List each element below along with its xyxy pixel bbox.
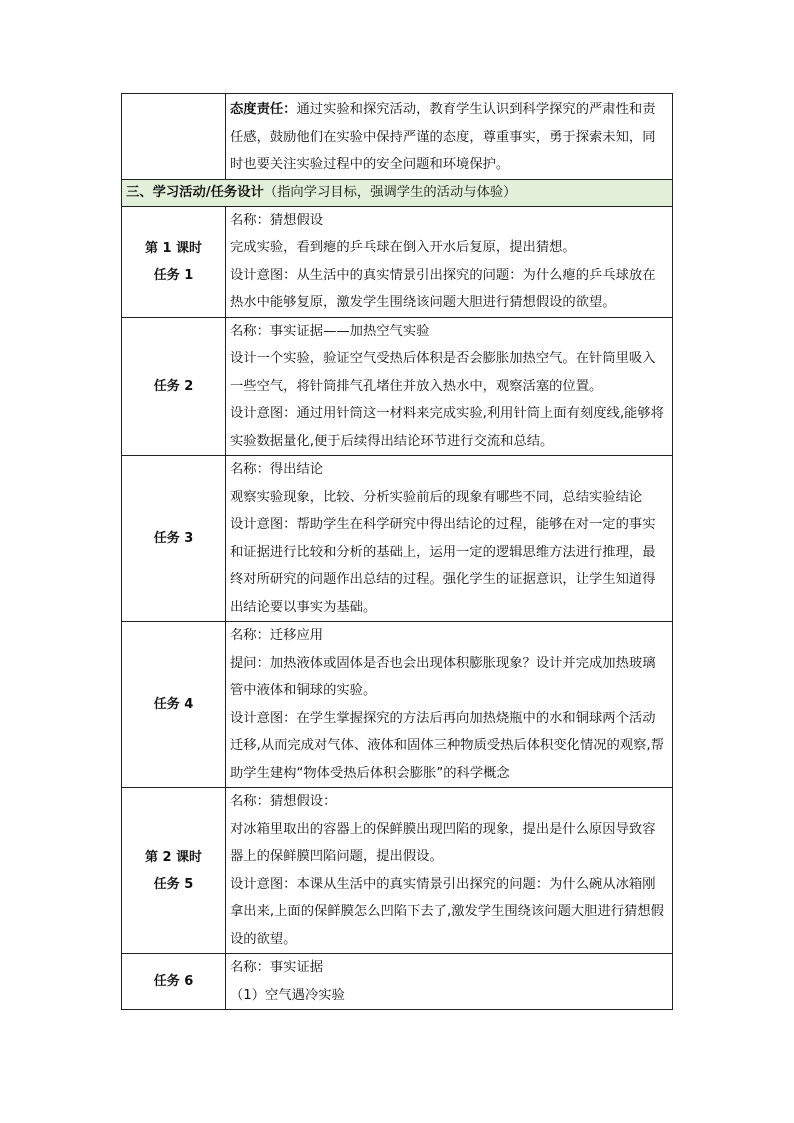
task-name: 名称：猜想假设 (230, 212, 324, 228)
task-intent: 设计意图：在学生掌握探究的方法后再向加热烧瓶中的水和铜球两个活动迁移,从而完成对气体、液体和固体三种物质受热后体积变化情况的观察,帮助学生建构“物体受热后体积会膨胀”的科学概念 (230, 710, 664, 781)
task-description: 完成实验，看到瘪的乒乓球在倒入开水后复原，提出猜想。 (230, 240, 576, 255)
task-content-cell (226, 206, 673, 317)
task-description: 提问：加热液体或固体是否也会出现体积膨胀现象？设计并完成加热玻璃管中液体和铜球的实验。 (230, 655, 656, 698)
task-row-6 (122, 954, 673, 1010)
section-title: 三、学习活动/任务设计 (126, 184, 264, 200)
task-label: 任务 1 (153, 267, 194, 283)
task-description: 对冰箱里取出的容器上的保鲜膜出现凹陷的现象，提出是什么原因导致容器上的保鲜膜凹陷问题，提出假设。 (230, 821, 656, 864)
task-label: 任务 5 (153, 876, 194, 892)
task-content-cell (226, 622, 673, 788)
section-header (122, 179, 673, 206)
task-label: 任务 2 (153, 378, 194, 394)
task-row-4 (122, 622, 673, 788)
task-content-cell (226, 954, 673, 1010)
task-label-cell (122, 622, 226, 788)
section-subtitle: （指向学习目标，强调学生的活动与体验） (263, 184, 517, 200)
task-label-cell (122, 954, 226, 1010)
task-label-cell (122, 788, 226, 954)
task-description: 设计一个实验，验证空气受热后体积是否会膨胀加热空气。在针筒里吸入一些空气，将针筒排气孔堵住并放入热水中，观察活塞的位置。 (230, 351, 656, 394)
task-row-1 (122, 206, 673, 317)
task-description: 观察实验现象，比较、分析实验前后的现象有哪些不同，总结实验结论 (230, 489, 643, 505)
task-name: 名称：猜想假设： (230, 794, 337, 809)
task-intent: 设计意图：帮助学生在科学研究中得出结论的过程，能够在对一定的事实和证据进行比较和分析的基础上，运用一定的逻辑思维方法进行推理，最终对所研究的问题作出总结的过程。强化学生的证据意识，让学生知道得出结论要以事实为基础。 (230, 517, 656, 615)
task-intent: 设计意图：通过用针筒这一材料来完成实验,利用针筒上面有刻度线,能够将实验数据量化,便于后续得出结论环节进行交流和总结。 (230, 406, 664, 449)
attitude-text: 通过实验和探究活动，教育学生认识到科学探究的严肃性和责任感，鼓励他们在实验中保持严谨的态度，尊重事实，勇于探索未知，同时也要关注实验过程中的安全问题和环境保护。 (230, 102, 656, 172)
task-description: （1）空气遇冷实验 (230, 987, 345, 1003)
task-name: 名称：事实证据 (230, 960, 324, 975)
attitude-cell (226, 94, 673, 180)
task-label-cell (122, 456, 226, 622)
task-name: 名称：事实证据——加热空气实验 (230, 323, 430, 339)
task-label: 任务 3 (153, 531, 194, 546)
task-label: 任务 4 (153, 697, 194, 712)
task-label-cell (122, 206, 226, 317)
lesson-plan-table (121, 93, 673, 1010)
task-content-cell (226, 788, 673, 954)
task-row-3 (122, 456, 673, 622)
task-name: 名称：迁移应用 (230, 628, 324, 643)
section-header-row (122, 179, 673, 206)
attitude-left-cell (122, 94, 226, 180)
task-name: 名称：得出结论 (230, 462, 324, 477)
task-label-cell (122, 317, 226, 456)
task-intent: 设计意图：本课从生活中的真实情景引出探究的问题：为什么碗从冰箱刚拿出来,上面的保鲜膜怎么凹陷下去了,激发学生围绕该问题大胆进行猜想假设的欲望。 (230, 876, 664, 947)
lesson-label: 第 2 课时 (144, 849, 203, 865)
attitude-label: 态度责任： (230, 102, 297, 117)
task-row-5 (122, 788, 673, 954)
task-label: 任务 6 (153, 974, 194, 989)
task-content-cell (226, 456, 673, 622)
task-row-2 (122, 317, 673, 456)
task-content-cell (226, 317, 673, 456)
lesson-label: 第 1 课时 (144, 240, 203, 256)
task-intent: 设计意图：从生活中的真实情景引出探究的问题：为什么瘪的乒乓球放在热水中能够复原，激发学生围绕该问题大胆进行猜想假设的欲望。 (230, 267, 656, 310)
attitude-row (122, 94, 673, 180)
